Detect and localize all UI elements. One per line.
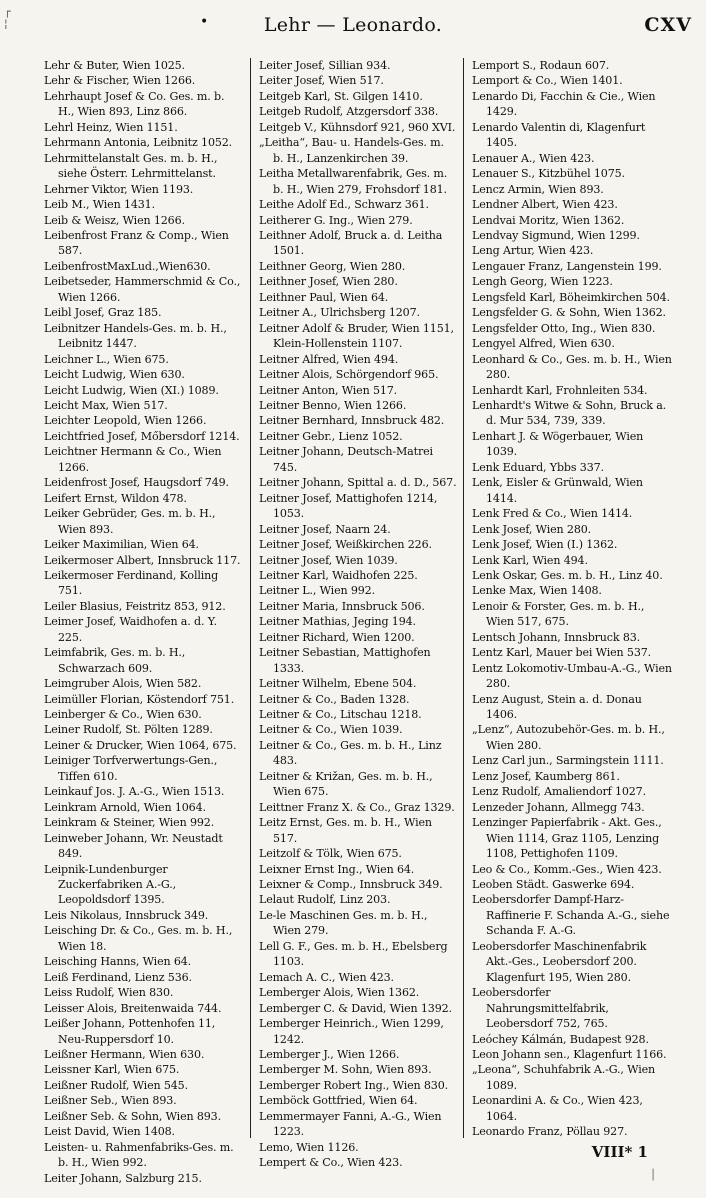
directory-entry: Lentz Lokomotiv-Umbau-A.-G., Wien 280. [472,661,672,691]
directory-entry: Lendner Albert, Wien 423. [472,198,618,212]
directory-entry: Leitner & Križan, Ges. m. b. H., Wien 675. [259,769,433,799]
directory-entry: Lenhardt Karl, Frohnleiten 534. [472,383,648,397]
directory-entry: Leitner Sebastian, Mattighofen 1333. [259,646,431,675]
directory-entry: Leicht Max, Wien 517. [44,398,168,412]
directory-entry: „Leona“, Schuhfabrik A.-G., Wien 1089. [472,1063,656,1092]
directory-entry: Leicht Ludwig, Wien 630. [44,368,185,382]
column-left [44,58,251,1185]
directory-entry: Leithner Adolf, Bruck a. d. Leitha 1501. [259,228,443,258]
directory-entry: Leibl Josef, Graz 185. [44,306,162,320]
directory-entry: Leichtfried Josef, Mőbersdorf 1214. [44,429,240,443]
directory-entry: Leixner & Comp., Innsbruck 349. [259,878,443,892]
directory-entry: Leiter Johann, Salzburg 215. [44,1171,202,1185]
directory-entry: Leobersdorfer Maschinenfabrik Akt.-Ges., Leobersdorf 200. Klagenfurt 195, Wien 280. [472,939,647,984]
directory-entry: Lenke Max, Wien 1408. [472,584,602,598]
directory-entry: Leikermoser Ferdinand, Kolling 751. [44,568,219,598]
directory-entry: Leissner Karl, Wien 675. [44,1063,180,1077]
directory-entry: Lenauer S., Kitzbühel 1075. [472,167,625,181]
directory-entry: Leitner Benno, Wien 1266. [259,398,407,412]
directory-entry: Leitgeb Karl, St. Gilgen 1410. [259,89,423,103]
directory-entry: Lenoir & Forster, Ges. m. b. H., Wien 517, 675. [472,599,645,629]
directory-entry: Lehrl Heinz, Wien 1151. [44,120,178,134]
directory-entry: Lengsfelder G. & Sohn, Wien 1362. [472,306,666,320]
directory-entry: Leisser Alois, Breitenwaida 744. [44,1001,222,1015]
directory-entry: Leiss Rudolf, Wien 830. [44,986,174,1000]
directory-entry: Lenk Karl, Wien 494. [472,553,588,567]
directory-entry: Lengyel Alfred, Wien 630. [472,337,615,351]
directory-entry: Leitner Johann, Deutsch-Matrei 745. [259,445,433,474]
directory-entry: Leitner & Co., Wien 1039. [259,723,403,737]
directory-entry: Leobersdorfer Dampf-Harz-Raffinerie F. Schanda A.-G., siehe Schanda F. A.-G. [472,893,670,938]
directory-entry: Lemberger M. Sohn, Wien 893. [259,1063,432,1077]
directory-entry: Leimgruber Alois, Wien 582. [44,677,202,691]
directory-entry: Lenz Josef, Kaumberg 861. [472,769,620,783]
directory-entry: Lenk Josef, Wien 280. [472,522,592,536]
directory-entry: Lenk, Eisler & Grünwald, Wien 1414. [472,476,643,505]
directory-entry: Leiner Rudolf, St. Pölten 1289. [44,723,213,737]
directory-entry: Leonardo Franz, Pöllau 927. [472,1125,628,1139]
directory-entry: Leißner Rudolf, Wien 545. [44,1078,188,1092]
directory-entry: Leittner Franz X. & Co., Graz 1329. [259,800,455,814]
directory-entry: Lemo, Wien 1126. [259,1140,359,1154]
directory-entry: Lengsfelder Otto, Ing., Wien 830. [472,321,656,335]
directory-entry: Leib & Weisz, Wien 1266. [44,213,185,227]
directory-entry: Lehrner Viktor, Wien 1193. [44,182,194,196]
directory-entry: Leichtner Hermann & Co., Wien 1266. [44,445,222,474]
directory-entry: Leitner & Co., Baden 1328. [259,692,410,706]
directory-entry: Leißner Hermann, Wien 630. [44,1048,205,1061]
directory-entry: Leimüller Florian, Köstendorf 751. [44,692,235,706]
directory-entry: Lenzinger Papierfabrik - Akt. Ges., Wien 1114, Graz 1105, Lenzing 1108, Pettighofen 1109. [472,816,662,861]
directory-entry: Lentsch Johann, Innsbruck 83. [472,630,641,644]
directory-entry: Leitner Johann, Spittal a. d. D., 567. [259,476,457,490]
directory-entry: Lelaut Rudolf, Linz 203. [259,893,391,907]
directory-entry: Leiker Maximilian, Wien 64. [44,538,199,552]
directory-entry: Leimer Josef, Waidhofen a. d. Y. 225. [44,615,217,644]
directory-entry: „Leitha“, Bau- u. Handels-Ges. m. b. H., Lanzenkirchen 39. [259,136,444,165]
directory-entry: Lehrmittelanstalt Ges. m. b. H., siehe Österr. Lehrmittelanst. [44,151,218,181]
directory-entry: Lehr & Fischer, Wien 1266. [44,74,196,88]
directory-entry: Lengh Georg, Wien 1223. [472,275,613,289]
directory-entry: Lentz Karl, Mauer bei Wien 537. [472,646,652,660]
directory-entry: Leithner Georg, Wien 280. [259,259,406,273]
directory-entry: „Lenz“, Autozubehör-Ges. m. b. H., Wien 280. [472,723,665,752]
directory-entry: Leichter Leopold, Wien 1266. [44,414,207,428]
directory-entry: Lemport S., Rodaun 607. [472,59,610,72]
directory-entry: Lemberger J., Wien 1266. [259,1048,400,1061]
directory-entry: Leitner & Co., Ges. m. b. H., Linz 483. [259,738,442,768]
directory-entry: Leitner Josef, Wien 1039. [259,553,398,567]
directory-entry: Leikermoser Albert, Innsbruck 117. [44,553,241,567]
directory-entry: Leitner Richard, Wien 1200. [259,630,415,644]
directory-entry: Leimfabrik, Ges. m. b. H., Schwarzach 609. [44,646,186,675]
directory-entry: Leißer Johann, Pottenhofen 11, Neu-Ruppersdorf 10. [44,1017,216,1046]
directory-entry: Lendvai Moritz, Wien 1362. [472,213,625,227]
directory-entry: Lehrmann Antonia, Leibnitz 1052. [44,136,233,150]
directory-entry: Lell G. F., Ges. m. b. H., Ebelsberg 1103. [259,939,448,969]
margin-crop-mark: ┌ ¦ [4,5,11,31]
directory-entry: Leo & Co., Komm.-Ges., Wien 423. [472,862,662,876]
directory-entry: Leinkram Arnold, Wien 1064. [44,800,206,814]
directory-entry: Lehr & Buter, Wien 1025. [44,59,185,72]
directory-entry: Le-le Maschinen Ges. m. b. H., Wien 279. [259,908,428,938]
directory-entry: Leiker Gebrüder, Ges. m. b. H., Wien 893. [44,507,216,536]
directory-entry: Leißner Seb. & Sohn, Wien 893. [44,1109,221,1123]
directory-entry: Lenhardt's Witwe & Sohn, Bruck a. d. Mur 534, 739, 339. [472,398,667,428]
directory-entry: Lemböck Gottfried, Wien 64. [259,1094,418,1108]
directory-entry: Lenk Josef, Wien (I.) 1362. [472,538,618,552]
directory-entry: Lengsfeld Karl, Böheimkirchen 504. [472,290,670,304]
directory-entry: Leóchey Kálmán, Budapest 928. [472,1032,649,1046]
directory-entry: Lemach A. C., Wien 423. [259,970,394,984]
directory-entry: Leiniger Torfverwertungs-Gen., Tiffen 610. [44,754,218,783]
directory-entry: Leitner Adolf & Bruder, Wien 1151, Klein-Hollenstein 1107. [259,321,454,351]
directory-entry: Leitner & Co., Litschau 1218. [259,708,422,722]
column-right [464,58,672,1138]
directory-entry: Leonhard & Co., Ges. m. b. H., Wien 280. [472,352,672,382]
directory-entry: Lenz Carl jun., Sarmingstein 1111. [472,754,664,768]
directory-entry: Leinkram & Steiner, Wien 992. [44,816,215,830]
page-number: CXV [644,14,692,36]
directory-entry: Leidenfrost Josef, Haugsdorf 749. [44,476,229,490]
directory-entry: Lemberger Alois, Wien 1362. [259,986,420,1000]
directory-entry: Lemberger C. & David, Wien 1392. [259,1001,452,1015]
directory-entry: Leng Artur, Wien 423. [472,244,594,258]
directory-entry: Leitner L., Wien 992. [259,584,375,598]
directory-entry: Lempert & Co., Wien 423. [259,1156,403,1170]
directory-entry: Lenz August, Stein a. d. Donau 1406. [472,692,642,722]
print-dot: • [200,14,209,30]
directory-entry: Leibetseder, Hammerschmid & Co., Wien 1266. [44,275,241,304]
directory-entry: Lendvay Sigmund, Wien 1299. [472,228,640,242]
directory-entry: Leithner Paul, Wien 64. [259,290,389,304]
directory-entry: Leisching Dr. & Co., Ges. m. b. H., Wien 18. [44,924,233,953]
directory-entry: Leis Nikolaus, Innsbruck 349. [44,908,209,922]
directory-entry: Leitner Josef, Mattighofen 1214, 1053. [259,491,438,521]
directory-entry: Lemberger Robert Ing., Wien 830. [259,1078,449,1092]
directory-entry: Leißner Seb., Wien 893. [44,1094,177,1108]
directory-entry: Lenk Fred & Co., Wien 1414. [472,507,633,521]
directory-entry: Leitherer G. Ing., Wien 279. [259,213,413,227]
directory-entry: Leitgeb V., Kühnsdorf 921, 960 XVI. [259,120,456,134]
directory-entry: Leitner Bernhard, Innsbruck 482. [259,414,445,428]
directory-entry: Lenk Oskar, Ges. m. b. H., Linz 40. [472,568,663,582]
directory-entry: Leon Johann sen., Klagenfurt 1166. [472,1048,667,1061]
directory-entry: Leicht Ludwig, Wien (XI.) 1089. [44,383,219,397]
directory-entry: Leiß Ferdinand, Lienz 536. [44,970,192,984]
directory-entry: Leitner Maria, Innsbruck 506. [259,599,425,613]
directory-entry: Leichner L., Wien 675. [44,352,169,366]
directory-entry: Leitner Wilhelm, Ebene 504. [259,677,417,691]
directory-entry: Leithner Josef, Wien 280. [259,275,398,289]
directory-entry: Lencz Armin, Wien 893. [472,182,604,196]
directory-entry: Lenz Rudolf, Amaliendorf 1027. [472,785,646,799]
directory-entry: Leitz Ernst, Ges. m. b. H., Wien 517. [259,816,432,845]
directory-entry: Leisten- u. Rahmenfabriks-Ges. m. b. H., Wien 992. [44,1140,234,1170]
directory-entry: Leibenfrost Franz & Comp., Wien 587. [44,228,229,258]
column-middle [251,58,464,1170]
directory-entry: Leiter Josef, Wien 517. [259,74,384,88]
directory-entry: Leitner Alfred, Wien 494. [259,352,399,366]
directory-entry: Lenardo Di, Facchin & Cie., Wien 1429. [472,89,656,119]
directory-entry: Lemmermayer Fanni, A.-G., Wien 1223. [259,1109,442,1139]
directory-entry: Leiter Josef, Sillian 934. [259,59,391,72]
directory-entry: Leitha Metallwarenfabrik, Ges. m. b. H., Wien 279, Frohsdorf 181. [259,167,448,196]
directory-entry: Lenhart J. & Wögerbauer, Wien 1039. [472,429,644,459]
directory-entry: Leitner Mathias, Jeging 194. [259,615,416,629]
directory-entry: Leifert Ernst, Wildon 478. [44,491,187,505]
directory-entry: Leitner Gebr., Lienz 1052. [259,429,403,443]
directory-entry: Leitzolf & Tölk, Wien 675. [259,847,402,861]
directory-entry: Leitner Josef, Naarn 24. [259,522,391,536]
directory-entry: Leipnik-Lundenburger Zuckerfabriken A.-G., Leopoldsdorf 1395. [44,862,176,907]
page-title: Lehr — Leonardo. [263,14,443,36]
page-header [0,10,706,40]
directory-entry: Leitner Karl, Waidhofen 225. [259,568,418,582]
directory-entry: Lenk Eduard, Ybbs 337. [472,460,604,474]
directory-entry: Leitner Alois, Schörgendorf 965. [259,368,439,382]
margin-tick: │ [649,1170,656,1181]
directory-entry: Leixner Ernst Ing., Wien 64. [259,862,415,876]
directory-entry: Leinkauf Jos. J. A.-G., Wien 1513. [44,785,225,799]
directory-entry: Lenzeder Johann, Allmegg 743. [472,800,645,814]
directory-entry: Lemberger Heinrich., Wien 1299, 1242. [259,1017,444,1046]
directory-entry: Leinweber Johann, Wr. Neustadt 849. [44,831,223,861]
directory-entry: Lehrhaupt Josef & Co. Ges. m. b. H., Wien 893, Linz 866. [44,89,225,119]
directory-entry: Leonardini A. & Co., Wien 423, 1064. [472,1094,643,1123]
directory-entry: Leobersdorfer Nahrungsmittelfabrik, Leobersdorf 752, 765. [472,986,609,1031]
directory-entry: Lengauer Franz, Langenstein 199. [472,259,662,273]
directory-entry: Leoben Städt. Gaswerke 694. [472,878,635,892]
directory-entry: Leitner Josef, Weißkirchen 226. [259,538,432,552]
directory-entry: Leitner Anton, Wien 517. [259,383,398,397]
directory-entry: Leitgeb Rudolf, Atzgersdorf 338. [259,105,439,119]
directory-entry: Leithe Adolf Ed., Schwarz 361. [259,198,429,212]
directory-entry: Lemport & Co., Wien 1401. [472,74,623,88]
signature-mark: VIII* 1 [591,1143,648,1161]
directory-entry: Lenardo Valentin di, Klagenfurt 1405. [472,120,646,150]
directory-entry: Leiner & Drucker, Wien 1064, 675. [44,738,237,752]
directory-entry: Lenauer A., Wien 423. [472,151,595,165]
directory-entry: Leibnitzer Handels-Ges. m. b. H., Leibnitz 1447. [44,321,227,351]
directory-entry: Leitner A., Ulrichsberg 1207. [259,306,420,320]
directory-entry: Leiler Blasius, Feistritz 853, 912. [44,599,226,613]
directory-entry: Leib M., Wien 1431. [44,198,155,212]
directory-entry: Leinberger & Co., Wien 630. [44,708,202,722]
directory-entry: Leisching Hanns, Wien 64. [44,955,192,969]
directory-entry: Leist David, Wien 1408. [44,1125,175,1139]
directory-entry: LeibenfrostMaxLud.,Wien630. [44,259,211,273]
